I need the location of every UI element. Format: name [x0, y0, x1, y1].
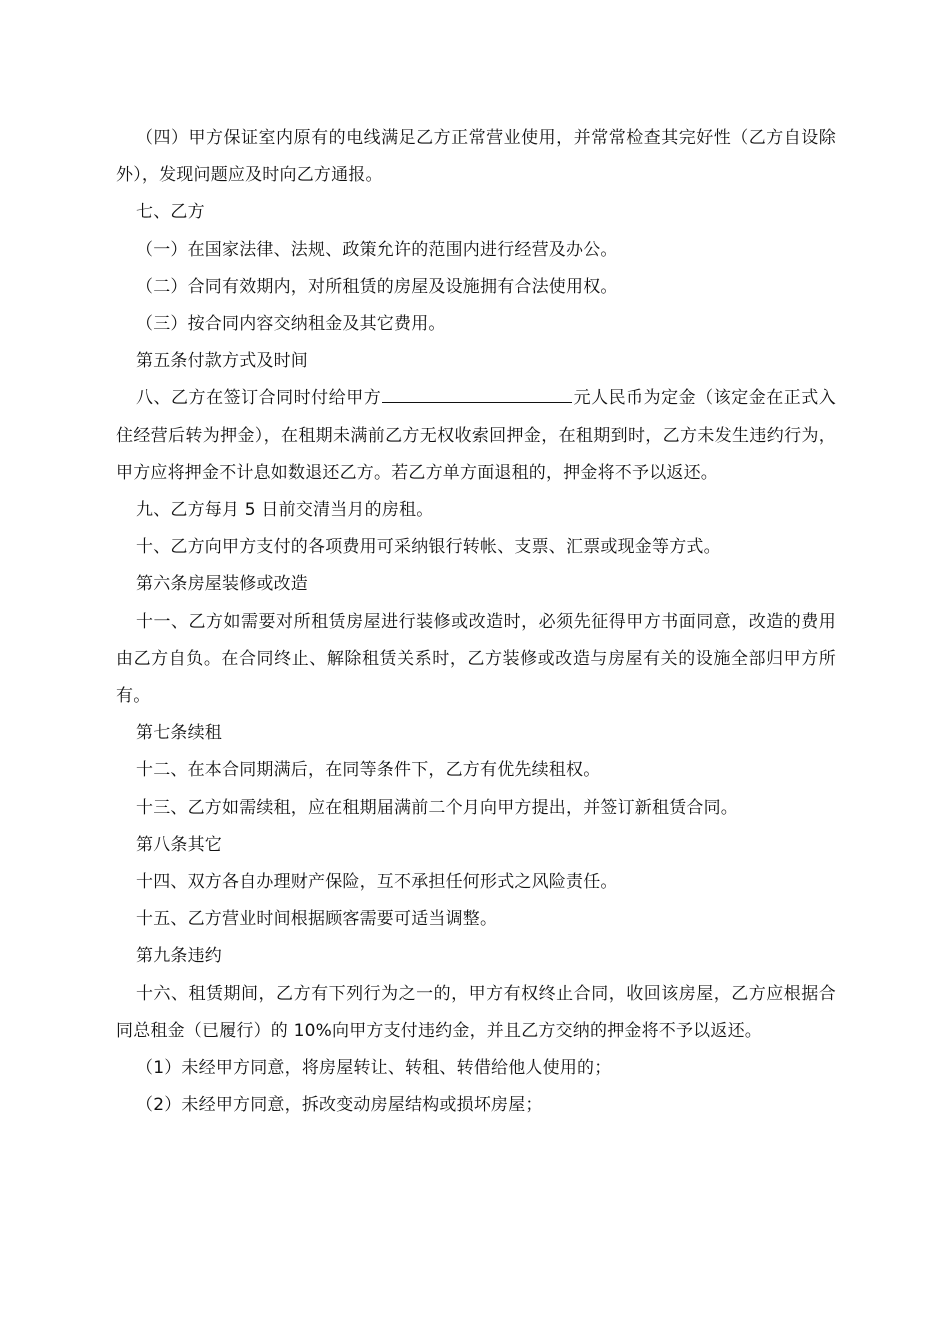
paragraph-renovation: 十一、乙方如需要对所租赁房屋进行装修或改造时，必须先征得甲方书面同意，改造的费用由乙方自负。在合同终止、解除租赁关系时，乙方装修或改造与房屋有关的设施全部归甲方所有。: [116, 611, 836, 707]
paragraph-renewal-notice: 十三、乙方如需续租，应在租期届满前二个月向甲方提出，并签订新租赁合同。: [136, 797, 738, 818]
paragraph-insurance: 十四、双方各自办理财产保险，互不承担任何形式之风险责任。: [136, 872, 618, 893]
deposit-text-after: 元人民币为定金（该定金在正式入住经营后转为押金），在租期未满前乙方无权收索回押金，在租期到时，乙方未发生违约行为，甲方应将押金不计息如数退还乙方。若乙方单方面退租的，押金将不予以返还。: [116, 388, 837, 483]
heading-party-b: 七、乙方: [136, 202, 205, 223]
paragraph-breach-item-2: （2）未经甲方同意，拆改变动房屋结构或损坏房屋；: [136, 1095, 543, 1116]
paragraph-breach-item-1: （1）未经甲方同意，将房屋转让、转租、转借给他人使用的；: [136, 1058, 612, 1079]
paragraph-pay-rent: （三）按合同内容交纳租金及其它费用。: [136, 314, 446, 335]
paragraph-lawful-operation: （一）在国家法律、法规、政策允许的范围内进行经营及办公。: [136, 239, 618, 260]
paragraph-renewal-priority: 十二、在本合同期满后，在同等条件下，乙方有优先续租权。: [136, 760, 601, 781]
paragraph-wiring-guarantee: （四）甲方保证室内原有的电线满足乙方正常营业使用，并常常检查其完好性（乙方自设除外），发现问题应及时向乙方通报。: [116, 128, 836, 186]
article-5-heading: 第五条付款方式及时间: [136, 351, 308, 372]
deposit-text-before: 八、乙方在签订合同时付给甲方: [136, 388, 382, 409]
paragraph-payment-methods: 十、乙方向甲方支付的各项费用可采纳银行转帐、支票、汇票或现金等方式。: [136, 537, 721, 558]
paragraph-monthly-rent: 九、乙方每月 5 日前交清当月的房租。: [136, 500, 434, 521]
article-8-heading: 第八条其它: [136, 834, 222, 855]
article-6-heading: 第六条房屋装修或改造: [136, 574, 308, 595]
paragraph-breach: 十六、租赁期间，乙方有下列行为之一的，甲方有权终止合同，收回该房屋，乙方应根据合同总租金（已履行）的 10%向甲方支付违约金，并且乙方交纳的押金将不予以返还。: [116, 983, 836, 1041]
paragraph-deposit: [116, 380, 836, 492]
article-9-heading: 第九条违约: [136, 946, 222, 967]
deposit-amount-blank: [382, 384, 572, 403]
paragraph-usage-right: （二）合同有效期内，对所租赁的房屋及设施拥有合法使用权。: [136, 276, 618, 297]
document-body: [116, 120, 836, 1124]
paragraph-business-hours: 十五、乙方营业时间根据顾客需要可适当调整。: [136, 909, 498, 930]
article-7-heading: 第七条续租: [136, 723, 222, 744]
